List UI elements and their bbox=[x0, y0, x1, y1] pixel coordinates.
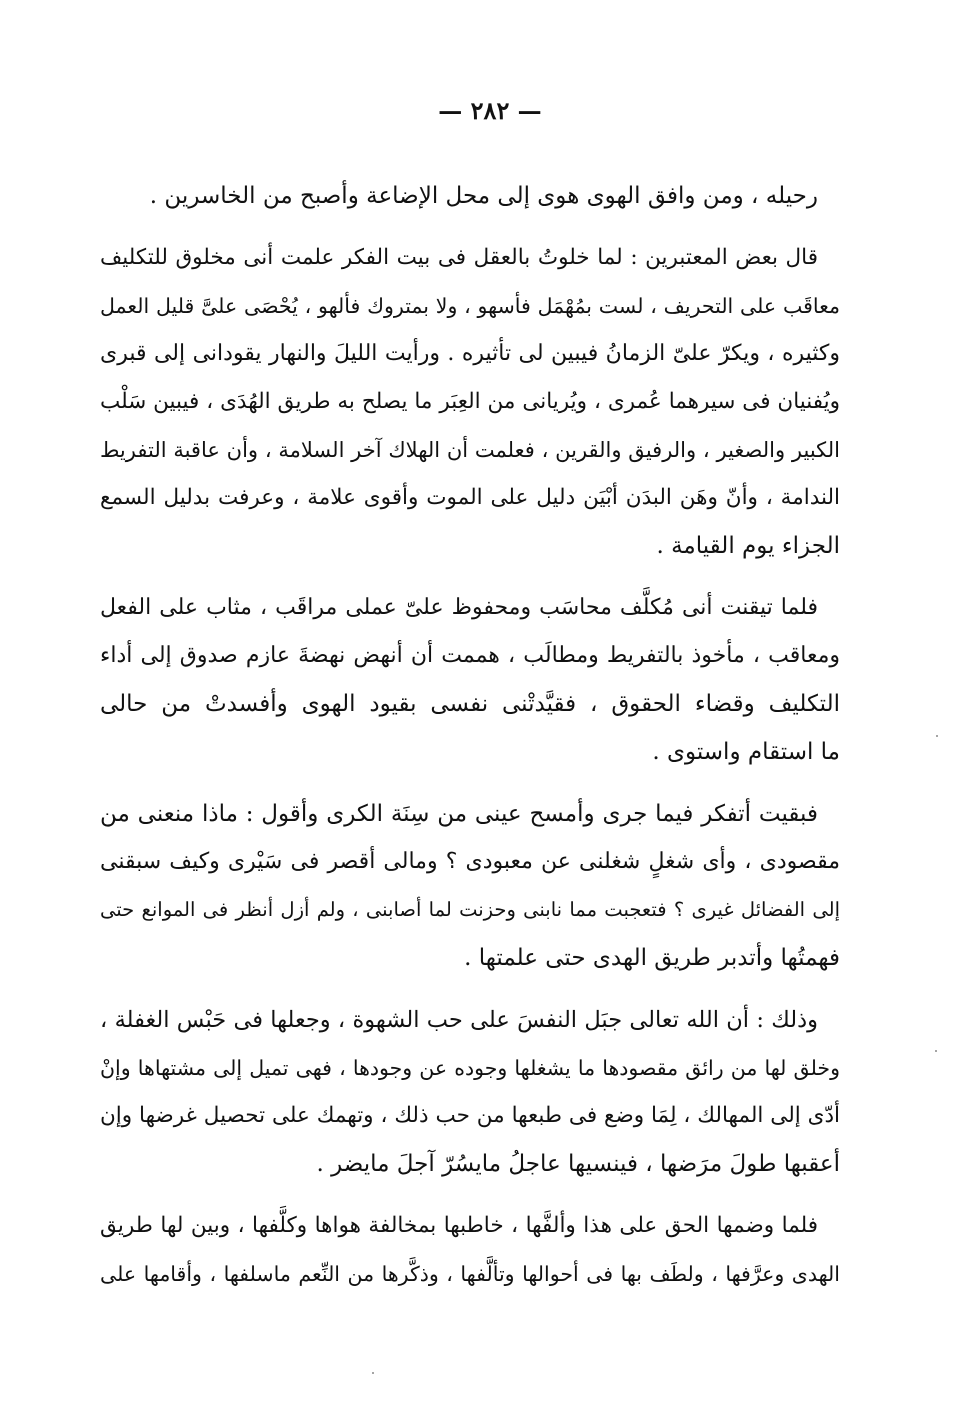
scan-speck bbox=[372, 1372, 374, 1374]
text-line: رحيله ، ومن وافق الهوى هوى إلى محل الإضاعة وأصبح من الخاسرين . bbox=[149, 183, 818, 209]
text-line: التكليف وقضاء الحقوق ، فقيَّدتْنى نفسى بقيود الهوى وأفسدتْ من حالى bbox=[100, 691, 840, 717]
text-line: فبقيت أتفكر فيما جرى وأمسح عينى من سِنَة الكرى وأقول : ماذا منعنى من bbox=[100, 801, 818, 827]
text-line: الندامة ، وأنّ وهَن البدَن أبْيَن دليل على الموت وأقوى علامة ، وعرفت بدليل السمع bbox=[100, 485, 840, 510]
text-line: معاقَب على التحريف ، لست بمُهْمَل فأسهو ، ولا بمتروك فألهو ، يُحْصَى علىَّ قليل العمل bbox=[100, 294, 840, 318]
scan-speck bbox=[935, 1050, 937, 1052]
text-line: مقصودى ، وأى شغلٍ شغلنى عن معبودى ؟ ومالى أقصر فى سَيْرى وكيف سبقنى bbox=[100, 849, 840, 874]
text-line: الكبير والصغير ، والرفيق والقرين ، فعلمت أن الهلاك آخر السلامة ، وأن عاقبة التفريط bbox=[100, 438, 840, 462]
text-line: الجزاء يوم القيامة . bbox=[656, 533, 840, 559]
scan-speck bbox=[936, 735, 938, 737]
text-line: فهمتُها وأتدبر طريق الهدى حتى علمتها . bbox=[464, 945, 840, 971]
page-body bbox=[100, 172, 840, 1298]
text-line: أدّى إلى المهالك ، لِمَا وضع فى طبعها من حب ذلك ، وتهمك على تحصيل غرضها وإن bbox=[100, 1103, 840, 1128]
text-line: ومعاقب ، مأخوذ بالتفريط ومطالَب ، هممت أن أنهض نهضةَ عازم صدوق إلى أداء bbox=[100, 643, 840, 668]
paragraph bbox=[100, 234, 840, 570]
text-line: قال بعض المعتبرين : لما خلوتُ بالعقل فى بيت الفكر علمت أنى مخلوق للتكليف bbox=[100, 245, 818, 270]
text-line: وذلك : أن الله تعالى جبَل النفسَ على حب الشهوة ، وجعلها فى حَبْس الغفلة ، bbox=[100, 1007, 818, 1033]
text-line: الهدى وعرَّفها ، ولطَف بها فى أحوالها وتألَّفها ، وذكَّرها من النِّعم ماسلفها ، وأقامها على bbox=[100, 1262, 840, 1286]
text-line: ويُفنيان فى سيرهما عُمرى ، ويُريانى من العِبَر ما يصلح به طريق الهُدَى ، فيبين سَلْب bbox=[100, 389, 840, 414]
paragraph bbox=[100, 172, 840, 220]
paragraph bbox=[100, 790, 840, 982]
text-line: وكثيره ، ويكرّ علىّ الزمانُ فيبين لى تأثيره . ورأيت الليلَ والنهار يقودانى إلى قبرى bbox=[100, 341, 840, 366]
text-line: فلما وضمها الحق على هذا وألفَّها ، خاطبها بمخالفة هواها وكلَّفها ، وبين لها طريق bbox=[100, 1213, 818, 1238]
text-line: وخلق لها من رائق مقصودها ما يشغلها وجوده عن وجودها ، فهى تميل إلى مشتهاها وإنْ bbox=[100, 1056, 840, 1080]
paragraph bbox=[100, 996, 840, 1188]
text-line: ما استقام واستوى . bbox=[652, 739, 840, 765]
paragraph bbox=[100, 584, 840, 776]
paragraph bbox=[100, 1202, 840, 1298]
page-number: — ٢٨٢ — bbox=[438, 96, 542, 125]
text-line: أعقبها طولَ مرَضها ، فينسيها عاجلُ مايسُرّ آجلَ مايضر . bbox=[316, 1151, 840, 1177]
text-line: إلى الفضائل غيرى ؟ فتعجبت مما نابنى وحزنت لما أصابنى ، ولم أزل أنظر فى الموانع حتى bbox=[100, 898, 840, 921]
text-line: فلما تيقنت أنى مُكلَّف محاسَب ومحفوظ علىّ عملى مراقَب ، مثاب على الفعل bbox=[100, 595, 818, 620]
